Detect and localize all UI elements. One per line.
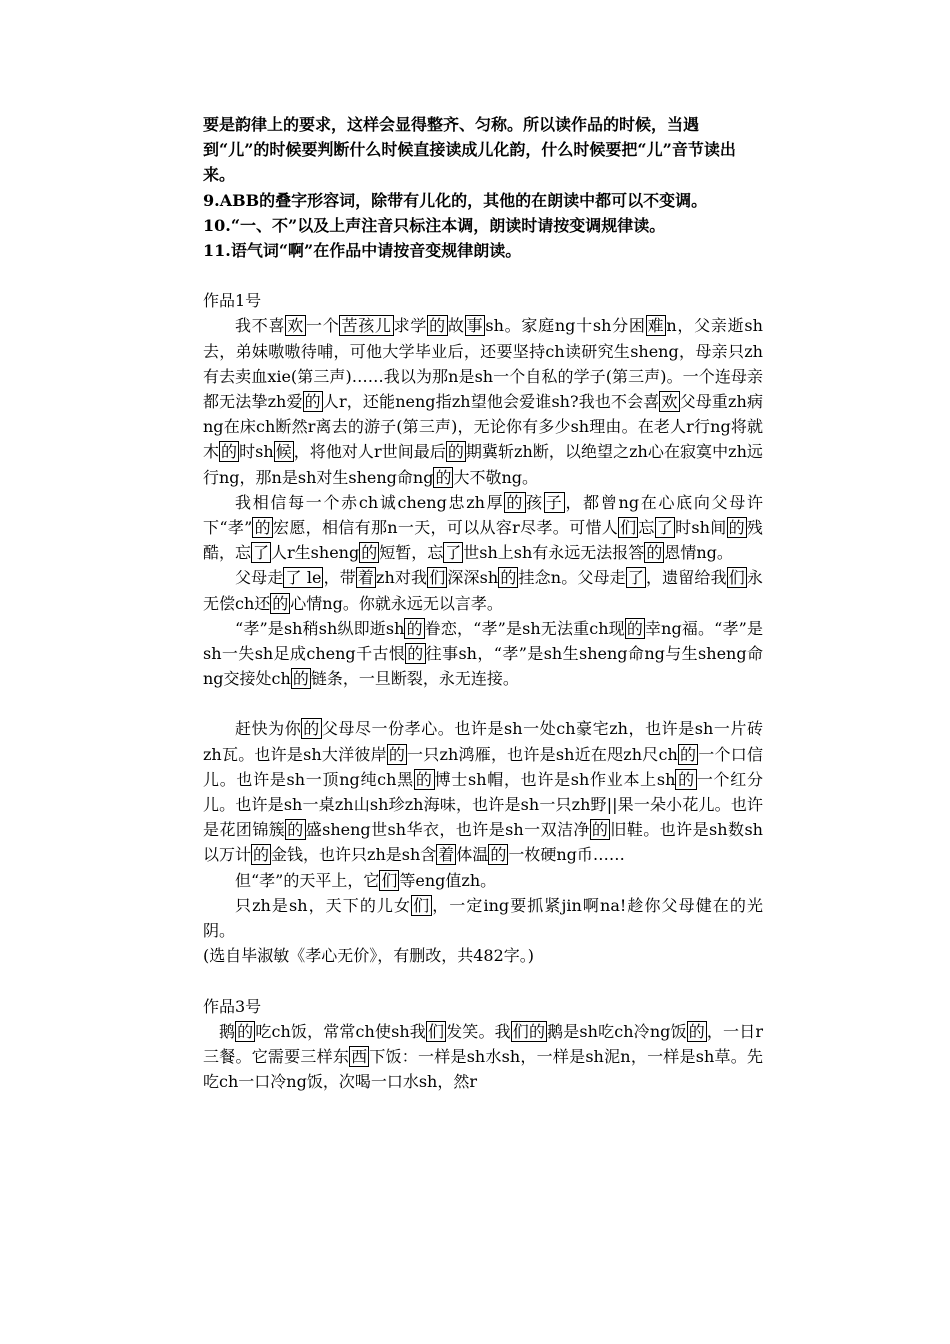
boxed-character: 的 (591, 820, 609, 840)
text-run: 一个 (305, 316, 340, 336)
text-run: “孝”是sh稍sh纵即逝sh (235, 618, 405, 638)
text-run: 父母重zh病ng在床ch断然r离去的游子(第三声)，无论你有多少sh理由。在老人r行ng将就木 (203, 392, 763, 462)
text-run: 大不敬ng。 (453, 467, 539, 487)
text-run: 幸ng福。“孝”是sh一失sh足成cheng千古恨 (203, 618, 763, 664)
boxed-character: 们 (427, 1021, 445, 1041)
boxed-character: 们的 (512, 1021, 546, 1041)
boxed-character: 的 (626, 618, 643, 638)
text-run: 人r，还能neng指zh望他会爱谁sh?我也不会喜 (322, 392, 660, 412)
text-run: 鹅是sh吃ch冷ng饭 (547, 1021, 687, 1041)
boxed-character: 的 (429, 316, 446, 336)
text-run: 孩 (526, 492, 544, 512)
text-run: 链条，一旦断裂，永无连接。 (310, 669, 519, 689)
boxed-character: 的 (221, 442, 238, 462)
work-3-title: 作品3号 (203, 996, 262, 1016)
text-run: 短暂，忘 (379, 543, 444, 563)
work-1-paragraph (203, 616, 763, 692)
text-run: 赶快为你 (235, 719, 302, 739)
boxed-character: 的 (728, 518, 745, 538)
boxed-character: 的 (253, 845, 270, 865)
text-run: sh。家庭ng十sh分困 (485, 316, 646, 336)
boxed-character: 的 (272, 593, 289, 613)
boxed-character: 西 (351, 1046, 368, 1066)
text-run: 吃ch饭，常常ch使sh我 (255, 1021, 426, 1041)
boxed-character: 了 (656, 518, 674, 538)
text-run: 时sh间 (675, 518, 727, 538)
boxed-character: 的 (407, 644, 424, 664)
text-run: ，遗留给我 (645, 568, 727, 588)
text-run: 一个口信儿。也许是sh一顶ng纯ch黑 (203, 744, 763, 789)
boxed-character: 了 le (285, 568, 322, 588)
boxed-character: 苦孩儿 (341, 316, 392, 336)
rule-9: 9.ABB的叠字形容词，除带有儿化的，其他的在朗读中都可以不变调。 (203, 190, 708, 210)
boxed-character: 着 (357, 568, 375, 588)
text-run: 我相信每一个赤ch诚cheng忠zh厚 (235, 492, 505, 512)
text-run: n，父亲逝sh去，弟妹嗷嗷待哺，可他大学毕业后，还要坚持ch读研究生sheng，母亲只zh有去卖血xie(第三声)……我以为那n是sh一个自私的学子(第三声)。一个连母亲都无法挚zh爱 (203, 316, 763, 412)
text-run: 一只zh鸿雁，也许是sh近在咫zh尺ch (407, 744, 678, 764)
boxed-character: 欢 (661, 392, 678, 412)
reading-rules (203, 112, 763, 263)
text-run: 挂念n。父母走 (518, 568, 626, 588)
text-run: 下饭：一样是sh水sh，一样是sh泥n，一样是sh草。先吃ch一口冷ng饭，次喝一口水sh，然r (203, 1046, 763, 1092)
text-run: 世sh上sh有永远无法报答 (463, 543, 645, 563)
boxed-character: 的 (406, 618, 423, 638)
document-page (203, 112, 763, 1094)
boxed-character: 的 (490, 845, 507, 865)
boxed-character: 们 (620, 518, 637, 538)
boxed-character: 的 (361, 543, 378, 563)
text-run: ，都曾ng在心底向父母许下“孝” (203, 492, 763, 538)
work-1-paragraph (203, 716, 763, 867)
boxed-character: 们 (381, 870, 398, 890)
work-1-paragraph (203, 313, 763, 489)
boxed-character: 难 (647, 316, 665, 336)
boxed-character: 的 (388, 744, 406, 764)
work-1 (203, 288, 763, 691)
boxed-character: 了 (445, 543, 462, 563)
text-run: 父母走 (235, 568, 284, 588)
text-run: 一个红分儿。也许是sh一桌zh山sh珍zh海味，也许是sh一只zh野||果一朵小花儿。也许是花团锦簇 (203, 769, 763, 840)
rule-11: 11.语气词“啊”在作品中请按音变规律朗读。 (203, 241, 522, 261)
text-run: 往事sh，“孝”是sh生sheng命ng与生sheng命ng交接处ch (203, 644, 763, 689)
boxed-character: 候 (275, 442, 292, 462)
text-run: 求学 (393, 316, 428, 336)
boxed-character: 的 (677, 769, 695, 789)
boxed-character: 了 (627, 568, 644, 588)
boxed-character: 的 (304, 392, 321, 412)
boxed-character: 的 (447, 442, 464, 462)
boxed-character: 了 (253, 543, 270, 563)
boxed-character: 的 (646, 543, 663, 563)
text-run: 眷恋，“孝”是sh无法重ch现 (424, 618, 625, 638)
boxed-character: 的 (435, 467, 452, 487)
boxed-character: 们 (728, 568, 745, 588)
source-citation: (选自毕淑敏《孝心无价》，有删改，共482字。) (203, 946, 535, 966)
text-run: zh对我 (376, 568, 428, 588)
text-run: 期冀斩zh断，以绝望之zh心在寂寞中zh远行ng，那n是sh对生sheng命ng (203, 442, 763, 487)
boxed-character: 着 (438, 845, 455, 865)
text-run: 只zh是sh，天下的儿女 (235, 895, 412, 915)
work-3 (203, 994, 763, 1095)
work-1-continuation (203, 716, 763, 968)
work-3-paragraph (203, 1019, 763, 1095)
boxed-character: 的 (688, 1021, 705, 1041)
boxed-character: 欢 (287, 316, 304, 336)
boxed-character: 们 (429, 568, 446, 588)
boxed-character: 的 (506, 492, 525, 512)
boxed-character: 的 (287, 820, 304, 840)
text-run: 人r生sheng (271, 543, 360, 563)
text-run: 我不喜 (235, 316, 286, 336)
text-run: 体温 (456, 845, 489, 865)
text-run: 父母尽一份孝心。也许是sh一处ch豪宅zh，也许是sh一片砖zh瓦。也许是sh大洋彼岸 (203, 719, 763, 764)
text-run: 忘 (638, 518, 655, 538)
work-1-paragraph (203, 868, 763, 893)
boxed-character: 子 (545, 492, 564, 512)
text-run: 鹅 (219, 1021, 236, 1041)
boxed-character: 们 (413, 895, 431, 915)
text-run: 发笑。我 (446, 1021, 511, 1041)
boxed-character: 事 (466, 316, 484, 336)
work-1-paragraph (203, 893, 763, 943)
boxed-character: 的 (292, 669, 309, 689)
text-run: 深深sh (447, 568, 499, 588)
boxed-character: 的 (237, 1021, 254, 1041)
text-run: 永无偿ch还 (203, 568, 763, 613)
text-run: ，一日r三餐。它需要三样东 (203, 1021, 763, 1066)
work-1-title: 作品1号 (203, 291, 262, 311)
text-run: 心情ng。你就永远无以言孝。 (290, 593, 503, 613)
text-run: 博士sh帽，也许是sh作业本上sh (434, 769, 676, 789)
text-run: 一枚硬ng币…… (508, 845, 625, 865)
work-1-paragraph (203, 490, 763, 566)
boxed-character: 的 (415, 769, 433, 789)
text-run: ，一定ing要抓紧jin啊na!趁你父母健在的光阴。 (203, 895, 763, 941)
boxed-character: 的 (303, 719, 320, 739)
boxed-character: 的 (500, 568, 517, 588)
text-run: 残酷，忘 (203, 518, 763, 563)
text-run: 故 (447, 316, 465, 336)
text-run: 盛sheng世sh华衣，也许是sh一双洁净 (305, 820, 590, 840)
text-run: 恩情ng。 (664, 543, 733, 563)
rule-8-continued: 要是韵律上的要求，这样会显得整齐、匀称。所以读作品的时候，当遇到“儿”的时候要判断什么时候直接读成儿化韵，什么时候要把“儿”音节读出来。 (203, 115, 736, 185)
text-run: 但“孝”的天平上，它 (235, 870, 380, 890)
boxed-character: 的 (679, 744, 697, 764)
text-run: 金钱，也许只zh是sh含 (271, 845, 437, 865)
work-1-paragraph (203, 565, 763, 615)
text-run: ，将他对人r世间最后 (293, 442, 446, 462)
boxed-character: 的 (254, 518, 271, 538)
text-run: 宏愿，相信有那n一天，可以从容r尽孝。可惜人 (273, 518, 619, 538)
text-run: 时sh (239, 442, 274, 462)
text-run: 旧鞋。也许是sh数sh以万计 (203, 820, 763, 865)
text-run: ，带 (323, 568, 356, 588)
text-run: 等eng值zh。 (399, 870, 497, 890)
rule-10: 10.“一、不”以及上声注音只标注本调，朗读时请按变调规律读。 (203, 215, 666, 235)
